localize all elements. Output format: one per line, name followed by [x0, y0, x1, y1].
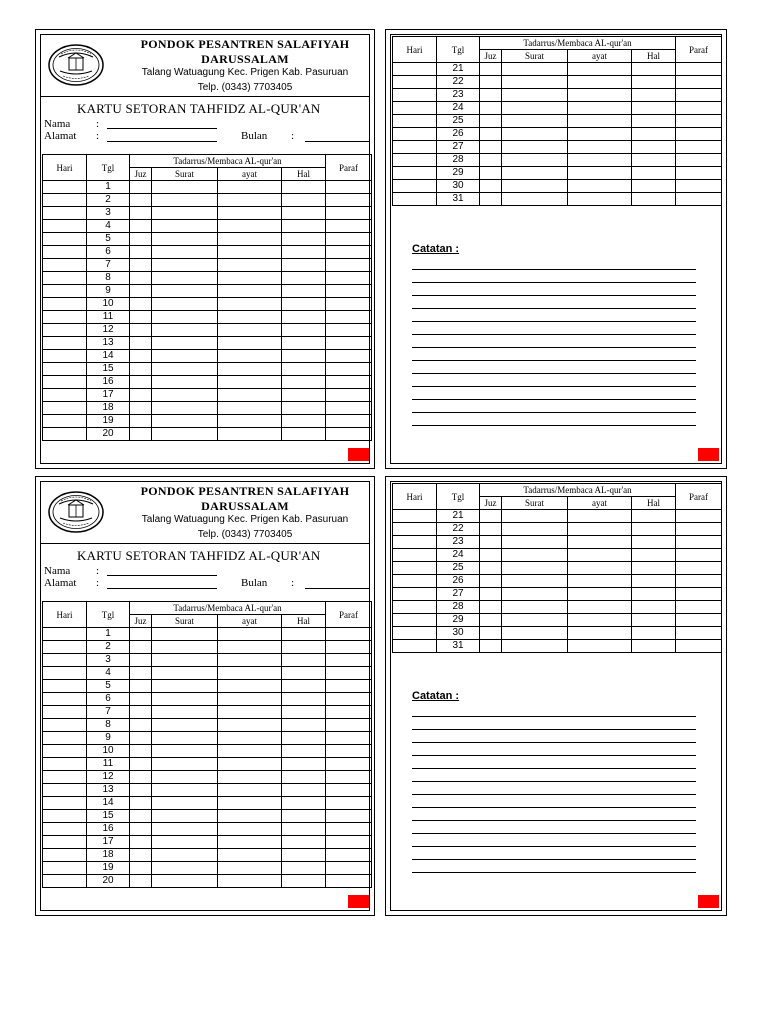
col-group-tadarrus: Tadarrus/Membaca AL-qur'an — [480, 37, 676, 50]
table-row — [43, 337, 372, 350]
nama-field[interactable] — [107, 575, 217, 576]
col-juz: Juz — [480, 50, 502, 63]
table-row — [43, 415, 372, 428]
card-title: KARTU SETORAN TAHFIDZ AL-QUR'AN — [77, 101, 321, 116]
col-tgl: Tgl — [87, 155, 130, 181]
table-row — [393, 63, 722, 76]
table-row — [43, 862, 372, 875]
day-number: 29 — [437, 167, 480, 180]
note-line[interactable] — [412, 872, 696, 873]
table-row — [43, 207, 372, 220]
day-number: 26 — [437, 575, 480, 588]
day-number: 14 — [87, 350, 130, 363]
day-number: 5 — [87, 233, 130, 246]
table-row — [393, 167, 722, 180]
day-number: 2 — [87, 194, 130, 207]
table-row — [393, 536, 722, 549]
day-number: 18 — [87, 849, 130, 862]
day-number: 20 — [87, 875, 130, 888]
table-row — [43, 823, 372, 836]
day-number: 12 — [87, 771, 130, 784]
day-number: 4 — [87, 220, 130, 233]
day-number: 30 — [437, 627, 480, 640]
col-juz: Juz — [130, 615, 152, 628]
table-row — [393, 89, 722, 102]
nama-label: Nama — [44, 565, 71, 577]
note-line[interactable] — [412, 399, 696, 400]
note-line[interactable] — [412, 742, 696, 743]
table-row — [393, 510, 722, 523]
col-hal: Hal — [632, 497, 676, 510]
col-group-tadarrus: Tadarrus/Membaca AL-qur'an — [480, 484, 676, 497]
day-number: 26 — [437, 128, 480, 141]
red-marker — [698, 448, 719, 461]
school-address: Talang Watuagung Kec. Prigen Kab. Pasuruan — [141, 67, 349, 78]
table-row — [43, 797, 372, 810]
note-line[interactable] — [412, 768, 696, 769]
table-row — [43, 771, 372, 784]
school-name: PONDOK PESANTREN SALAFIYAH DARUSSALAM — [140, 37, 350, 66]
day-number: 1 — [87, 628, 130, 641]
day-number: 11 — [87, 311, 130, 324]
table-row — [43, 181, 372, 194]
day-number: 13 — [87, 337, 130, 350]
table-row — [43, 784, 372, 797]
note-line[interactable] — [412, 716, 696, 717]
table-row — [43, 246, 372, 259]
day-number: 3 — [87, 207, 130, 220]
day-number: 30 — [437, 180, 480, 193]
header-divider — [41, 96, 369, 97]
col-tgl: Tgl — [437, 37, 480, 63]
col-hal: Hal — [632, 50, 676, 63]
day-number: 27 — [437, 588, 480, 601]
school-phone: Telp. (0343) 7703405 — [197, 529, 293, 540]
red-marker — [348, 895, 369, 908]
note-line[interactable] — [412, 269, 696, 270]
day-number: 10 — [87, 298, 130, 311]
day-number: 5 — [87, 680, 130, 693]
day-number: 28 — [437, 601, 480, 614]
note-line[interactable] — [412, 386, 696, 387]
col-hal: Hal — [282, 168, 326, 181]
day-number: 20 — [87, 428, 130, 441]
note-line[interactable] — [412, 308, 696, 309]
table-row — [43, 376, 372, 389]
table-row — [43, 745, 372, 758]
day-number: 3 — [87, 654, 130, 667]
col-surat: Surat — [502, 497, 568, 510]
red-marker — [348, 448, 369, 461]
col-hari: Hari — [393, 484, 437, 510]
card-front-2 — [35, 476, 375, 916]
day-number: 31 — [437, 640, 480, 653]
note-line[interactable] — [412, 347, 696, 348]
table-row — [43, 363, 372, 376]
red-marker — [698, 895, 719, 908]
day-number: 25 — [437, 115, 480, 128]
card-back-1 — [385, 29, 727, 469]
col-tgl: Tgl — [87, 602, 130, 628]
col-surat: Surat — [152, 168, 218, 181]
table-row — [43, 719, 372, 732]
day-number: 21 — [437, 510, 480, 523]
day-number: 8 — [87, 272, 130, 285]
card-title: KARTU SETORAN TAHFIDZ AL-QUR'AN — [77, 548, 321, 563]
nama-field[interactable] — [107, 128, 217, 129]
col-juz: Juz — [480, 497, 502, 510]
day-number: 11 — [87, 758, 130, 771]
table-row — [393, 601, 722, 614]
day-number: 14 — [87, 797, 130, 810]
card-inner-border — [390, 34, 722, 464]
table-row — [43, 628, 372, 641]
day-number: 2 — [87, 641, 130, 654]
setoran-table-1-20 — [42, 154, 372, 441]
table-row — [393, 193, 722, 206]
table-row — [43, 350, 372, 363]
col-paraf: Paraf — [326, 155, 372, 181]
card-inner-border: PONDOK PESANTREN SALAFIYAH DARUSSALAM Talang Watuagung Kec. Prigen Kab. Pasuruan Telp. (0343) 7703405 KARTU SETORAN TAHFIDZ AL-QUR'AN Nama : Alamat : Bulan : Hari Tgl Tadarrus/Membaca AL-qur'an Paraf Juz Surat ayat Hal 1 2 3 4 5 6 7 8 9 10 11 12 13 14 15 16 17 18 19 20 — [40, 34, 370, 464]
bulan-label: Bulan — [241, 130, 268, 142]
nama-label: Nama — [44, 118, 71, 130]
table-row — [43, 732, 372, 745]
table-row — [43, 402, 372, 415]
note-line[interactable] — [412, 781, 696, 782]
day-number: 16 — [87, 376, 130, 389]
table-row — [393, 640, 722, 653]
col-juz: Juz — [130, 168, 152, 181]
note-line[interactable] — [412, 282, 696, 283]
table-row — [393, 523, 722, 536]
card-back-2 — [385, 476, 727, 916]
day-number: 19 — [87, 415, 130, 428]
note-line[interactable] — [412, 807, 696, 808]
day-number: 10 — [87, 745, 130, 758]
col-surat: Surat — [152, 615, 218, 628]
catatan-label: Catatan : — [412, 690, 460, 702]
day-number: 23 — [437, 536, 480, 549]
table-row — [393, 141, 722, 154]
note-line[interactable] — [412, 425, 696, 426]
day-number: 19 — [87, 862, 130, 875]
day-number: 28 — [437, 154, 480, 167]
setoran-table-1-20 — [42, 601, 372, 888]
table-row — [393, 614, 722, 627]
table-row — [43, 298, 372, 311]
note-line[interactable] — [412, 820, 696, 821]
setoran-table-21-31 — [392, 483, 722, 653]
table-row — [43, 875, 372, 888]
note-line[interactable] — [412, 334, 696, 335]
col-ayat: ayat — [568, 50, 632, 63]
table-row — [43, 706, 372, 719]
col-ayat: ayat — [568, 497, 632, 510]
table-row — [43, 324, 372, 337]
table-row — [43, 758, 372, 771]
table-row — [393, 128, 722, 141]
note-line[interactable] — [412, 412, 696, 413]
col-hal: Hal — [282, 615, 326, 628]
day-number: 23 — [437, 89, 480, 102]
bulan-label: Bulan — [241, 577, 268, 589]
table-row — [43, 233, 372, 246]
day-number: 7 — [87, 706, 130, 719]
day-number: 21 — [437, 63, 480, 76]
table-row — [43, 836, 372, 849]
alamat-field[interactable] — [107, 588, 217, 589]
day-number: 9 — [87, 285, 130, 298]
table-row — [43, 849, 372, 862]
letterhead — [41, 35, 369, 97]
note-line[interactable] — [412, 373, 696, 374]
table-row — [43, 272, 372, 285]
card-front-1 — [35, 29, 375, 469]
table-row — [43, 311, 372, 324]
table-row — [43, 810, 372, 823]
table-row — [393, 115, 722, 128]
col-paraf: Paraf — [676, 484, 722, 510]
day-number: 24 — [437, 102, 480, 115]
day-number: 22 — [437, 523, 480, 536]
day-number: 13 — [87, 784, 130, 797]
bulan-field[interactable] — [305, 588, 369, 589]
school-address: Talang Watuagung Kec. Prigen Kab. Pasuruan — [141, 514, 349, 525]
day-number: 15 — [87, 810, 130, 823]
table-row — [393, 588, 722, 601]
table-row — [43, 654, 372, 667]
bulan-field[interactable] — [305, 141, 369, 142]
day-number: 7 — [87, 259, 130, 272]
col-paraf: Paraf — [676, 37, 722, 63]
table-row — [43, 693, 372, 706]
table-row — [43, 680, 372, 693]
table-row — [43, 389, 372, 402]
table-row — [43, 194, 372, 207]
letterhead — [41, 482, 369, 544]
table-row — [43, 285, 372, 298]
day-number: 6 — [87, 693, 130, 706]
table-row — [393, 627, 722, 640]
col-hari: Hari — [43, 602, 87, 628]
table-row — [393, 575, 722, 588]
day-number: 9 — [87, 732, 130, 745]
alamat-field[interactable] — [107, 141, 217, 142]
day-number: 31 — [437, 193, 480, 206]
col-hari: Hari — [393, 37, 437, 63]
card-inner-border: PONDOK PESANTREN SALAFIYAH DARUSSALAM Talang Watuagung Kec. Prigen Kab. Pasuruan Telp. (0343) 7703405 KARTU SETORAN TAHFIDZ AL-QUR'AN Nama : Alamat : Bulan : Hari Tgl Tadarrus/Membaca AL-qur'an Paraf Juz Surat ayat Hal 1 2 3 4 5 6 7 8 9 10 11 12 13 14 15 16 17 18 19 20 — [40, 481, 370, 911]
col-surat: Surat — [502, 50, 568, 63]
school-logo-icon — [47, 43, 105, 87]
day-number: 1 — [87, 181, 130, 194]
day-number: 17 — [87, 389, 130, 402]
table-row — [43, 220, 372, 233]
note-line[interactable] — [412, 794, 696, 795]
day-number: 24 — [437, 549, 480, 562]
note-line[interactable] — [412, 833, 696, 834]
table-row — [393, 562, 722, 575]
table-row — [393, 76, 722, 89]
table-row — [43, 667, 372, 680]
alamat-label: Alamat — [44, 130, 77, 142]
day-number: 27 — [437, 141, 480, 154]
day-number: 6 — [87, 246, 130, 259]
note-line[interactable] — [412, 846, 696, 847]
day-number: 8 — [87, 719, 130, 732]
table-row — [43, 259, 372, 272]
note-line[interactable] — [412, 295, 696, 296]
col-group-tadarrus: Tadarrus/Membaca AL-qur'an — [130, 155, 326, 168]
col-ayat: ayat — [218, 615, 282, 628]
day-number: 29 — [437, 614, 480, 627]
note-line[interactable] — [412, 729, 696, 730]
day-number: 4 — [87, 667, 130, 680]
note-line[interactable] — [412, 360, 696, 361]
alamat-label: Alamat — [44, 577, 77, 589]
table-row — [393, 180, 722, 193]
school-phone: Telp. (0343) 7703405 — [197, 82, 293, 93]
day-number: 15 — [87, 363, 130, 376]
school-logo-icon — [47, 490, 105, 534]
day-number: 18 — [87, 402, 130, 415]
day-number: 25 — [437, 562, 480, 575]
day-number: 12 — [87, 324, 130, 337]
table-row — [43, 641, 372, 654]
note-line[interactable] — [412, 755, 696, 756]
table-row — [393, 549, 722, 562]
day-number: 16 — [87, 823, 130, 836]
col-ayat: ayat — [218, 168, 282, 181]
catatan-label: Catatan : — [412, 243, 460, 255]
school-name: PONDOK PESANTREN SALAFIYAH DARUSSALAM — [140, 484, 350, 513]
day-number: 22 — [437, 76, 480, 89]
note-line[interactable] — [412, 321, 696, 322]
day-number: 17 — [87, 836, 130, 849]
note-line[interactable] — [412, 859, 696, 860]
header-divider — [41, 543, 369, 544]
table-row — [393, 154, 722, 167]
col-paraf: Paraf — [326, 602, 372, 628]
table-row — [393, 102, 722, 115]
table-row — [43, 428, 372, 441]
card-inner-border — [390, 481, 722, 911]
setoran-table-21-31 — [392, 36, 722, 206]
col-hari: Hari — [43, 155, 87, 181]
col-tgl: Tgl — [437, 484, 480, 510]
col-group-tadarrus: Tadarrus/Membaca AL-qur'an — [130, 602, 326, 615]
